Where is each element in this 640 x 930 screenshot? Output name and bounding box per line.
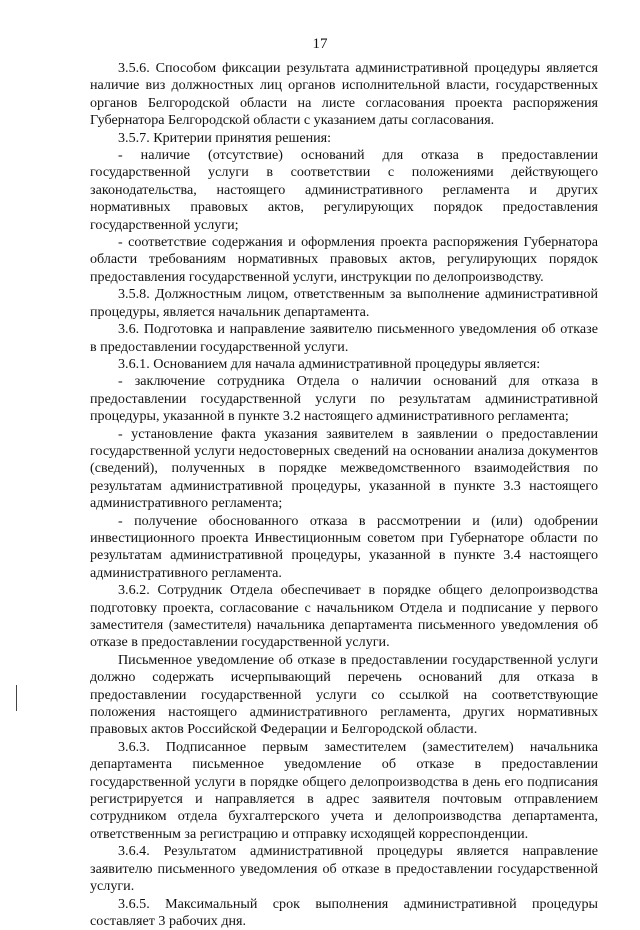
paragraph-3-6: 3.6. Подготовка и направление заявителю письменного уведомления об отказе в предоставлении государственной услуги.	[90, 321, 598, 356]
paragraph-3-6-5: 3.6.5. Максимальный срок выполнения административной процедуры составляет 3 рабочих дня.	[90, 896, 598, 930]
paragraph-3-6-3: 3.6.3. Подписанное первым заместителем (заместителем) начальника департамента письменное уведомление об отказе в предоставлении государственной услуги в порядке общего делопроизводства в день его подписания регистрируется и направляется в адрес заявителя почтовым отправлением сотрудником отдела бухгалтерского учета и делопроизводства департамента, ответственным за регистрацию и отправку исходящей корреспонденции.	[90, 739, 598, 843]
paragraph-3-5-6: 3.5.6. Способом фиксации результата административной процедуры является наличие виз должностных лиц органов исполнительной власти, государственных органов Белгородской области на листе согласования проекта распоряжения Губернатора Белгородской области с указанием даты согласования.	[90, 60, 598, 130]
paragraph-notice-content: Письменное уведомление об отказе в предоставлении государственной услуги должно содержать исчерпывающий перечень оснований для отказа в предоставлении государственной услуги со ссылкой на соответствующие положения настоящего административного регламента, других нормативных правовых актов Российской Федерации и Белгородской области.	[90, 652, 598, 739]
paragraph-3-6-2: 3.6.2. Сотрудник Отдела обеспечивает в порядке общего делопроизводства подготовку проекта, согласование с начальником Отдела и подписание у первого заместителя (заместителя) начальника департамента письменного уведомления об отказе в предоставлении государственной услуги.	[90, 582, 598, 652]
list-item-criteria-grounds: - наличие (отсутствие) оснований для отказа в предоставлении государственной услуги в соответствии с положениями действующего законодательства, настоящего административного регламента и других нормативных правовых актов, регулирующих порядок предоставления государственной услуги;	[90, 147, 598, 234]
list-item-basis-council-refusal: - получение обоснованного отказа в рассмотрении и (или) одобрении инвестиционного проекта Инвестиционным советом при Губернаторе области по результатам административной процедуры, указанной в пункте 3.4 настоящего административного регламента.	[90, 513, 598, 583]
paragraph-3-5-8: 3.5.8. Должностным лицом, ответственным за выполнение административной процедуры, является начальник департамента.	[90, 286, 598, 321]
paragraph-3-6-1: 3.6.1. Основанием для начала административной процедуры является:	[90, 356, 598, 373]
list-item-basis-conclusion: - заключение сотрудника Отдела о наличии оснований для отказа в предоставлении государственной услуги по результатам административной процедуры, указанной в пункте 3.2 настоящего административного регламента;	[90, 373, 598, 425]
paragraph-3-6-4: 3.6.4. Результатом административной процедуры является направление заявителю письменного уведомления об отказе в предоставлении государственной услуги.	[90, 843, 598, 895]
page-number: 17	[0, 36, 640, 52]
list-item-basis-false-info: - установление факта указания заявителем в заявлении о предоставлении государственной услуги недостоверных сведений на основании анализа документов (сведений), полученных в порядке межведомственного взаимодействия по результатам административной процедуры, указанной в пункте 3.3 настоящего административного регламента;	[90, 426, 598, 513]
document-body	[90, 60, 598, 930]
paragraph-3-5-7: 3.5.7. Критерии принятия решения:	[90, 130, 598, 147]
scan-margin-mark	[16, 685, 17, 711]
list-item-criteria-compliance: - соответствие содержания и оформления проекта распоряжения Губернатора области требованиям нормативных правовых актов, регулирующих порядок предоставления государственной услуги, инструкции по делопроизводству.	[90, 234, 598, 286]
